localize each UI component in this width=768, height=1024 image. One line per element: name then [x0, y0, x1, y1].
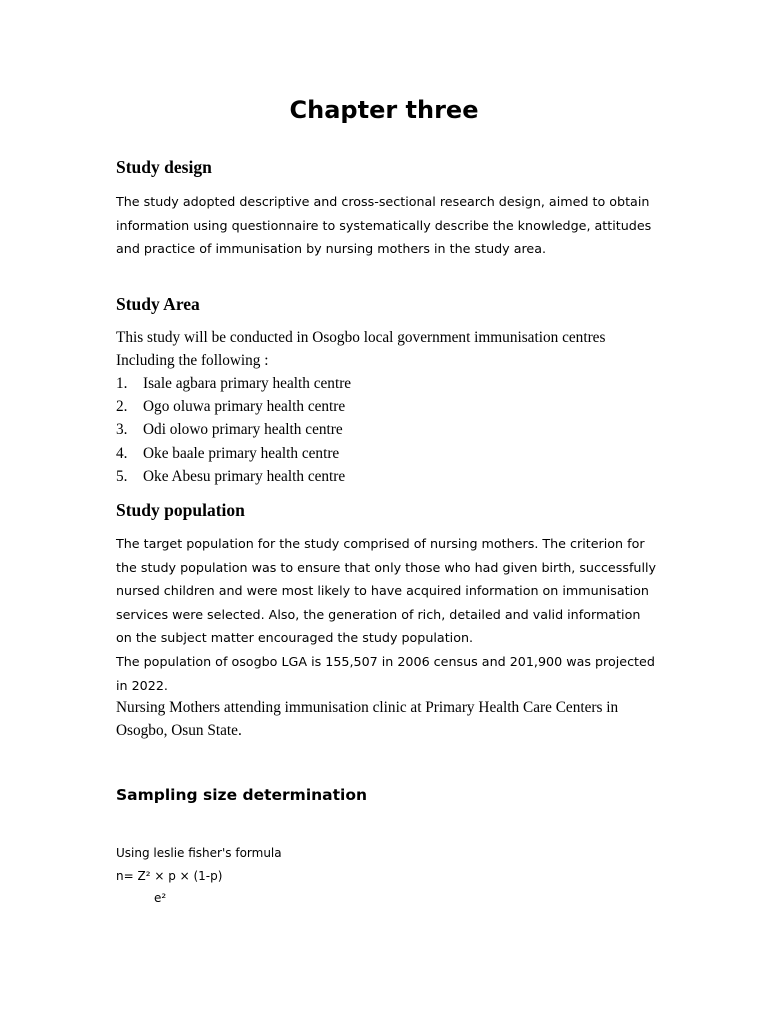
formula-numerator: n= Z² × p × (1-p)	[116, 869, 223, 883]
chapter-title: Chapter three	[289, 96, 479, 124]
list-item-label: Isale agbara primary health centre	[143, 375, 352, 392]
list-item	[116, 442, 656, 465]
study-design-heading: Study design	[116, 157, 212, 177]
list-item-label: Ogo oluwa primary health centre	[143, 398, 346, 416]
target-population-paragraph: Nursing Mothers attending immunisation clinic at Primary Health Care Centers in Osogbo, Osun State.	[116, 699, 619, 739]
study-population-paragraph: The target population for the study comprised of nursing mothers. The criterion for the study population was to ensure that only those who had given birth, successfully nursed children and were most likely to have acquired information on immunisation services were selected. Also, the generation of rich, detailed and valid information on the subject matter encouraged the study population.	[116, 536, 657, 645]
list-item-label: Odi olowo primary health centre	[143, 421, 343, 439]
study-population-heading: Study population	[116, 500, 245, 520]
list-item-label: Oke baale primary health centre	[143, 444, 340, 462]
formula-intro: Using leslie fisher's formula	[116, 846, 282, 860]
study-area-intro-line2: Including the following :	[116, 352, 269, 369]
formula-denominator: e²	[154, 891, 167, 905]
list-item-number: 2.	[116, 398, 128, 416]
list-item	[116, 465, 656, 488]
list-item-number: 5.	[116, 467, 128, 485]
list-item	[116, 395, 656, 418]
population-census-paragraph: The population of osogbo LGA is 155,507 in 2006 census and 201,900 was projected in 2022.	[116, 654, 655, 693]
list-item-number: 4.	[116, 444, 128, 462]
study-design-paragraph: The study adopted descriptive and cross-sectional research design, aimed to obtain information using questionnaire to systematically describe the knowledge, attitudes and practice of immunisation by nursing mothers in the study area.	[116, 194, 652, 256]
list-item-number: 1.	[116, 375, 128, 392]
study-area-heading: Study Area	[116, 294, 200, 314]
health-centre-list	[116, 372, 656, 488]
list-item-number: 3.	[116, 421, 128, 439]
list-item	[116, 372, 656, 395]
list-item	[116, 418, 656, 441]
sampling-heading: Sampling size determination	[116, 786, 368, 804]
study-area-intro-line1: This study will be conducted in Osogbo local government immunisation centres	[116, 329, 606, 346]
list-item-label: Oke Abesu primary health centre	[143, 467, 346, 485]
